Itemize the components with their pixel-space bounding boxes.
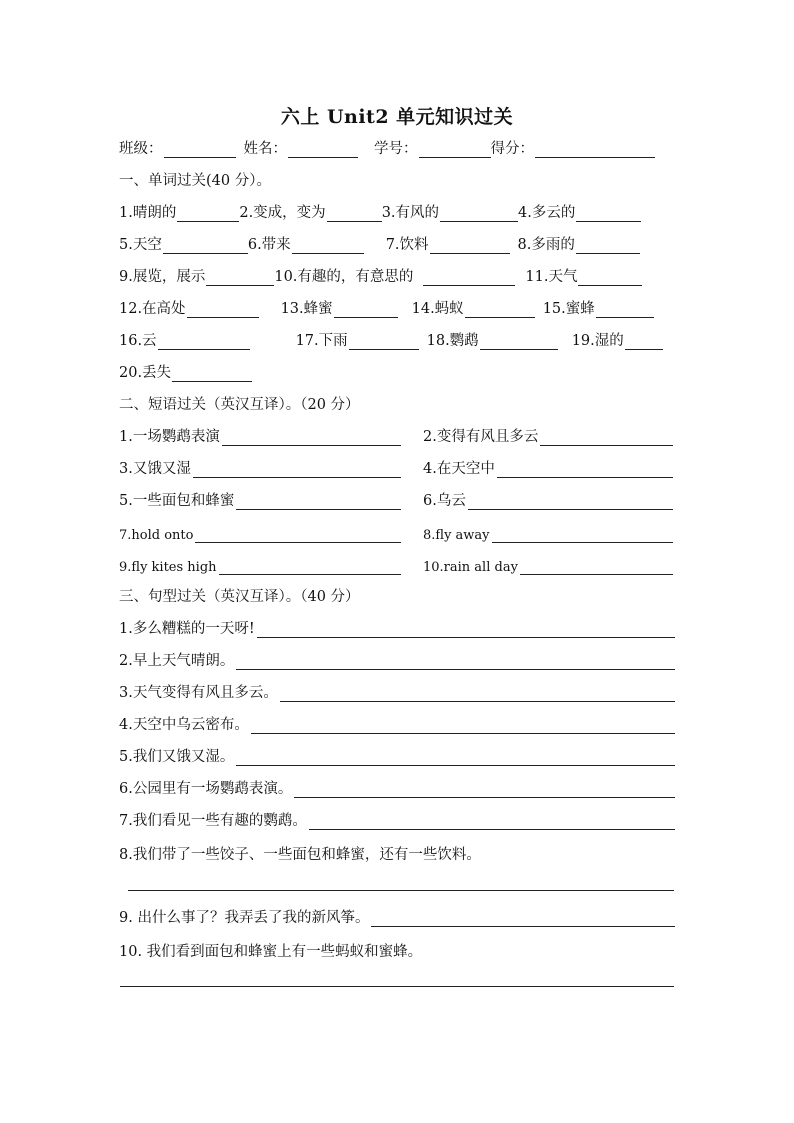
sentence-row: 2.早上天气晴朗。 — [119, 646, 675, 670]
phrase-item: 1.一场鹦鹉表演 — [119, 425, 401, 446]
answer-blank[interactable] — [292, 236, 364, 254]
phrase-item: 5.一些面包和蜂蜜 — [119, 489, 401, 510]
name-field: 姓名： — [244, 137, 359, 158]
vocab-item: 13.蜂蜜 — [281, 297, 398, 318]
answer-blank[interactable] — [236, 652, 675, 670]
vocab-item: 20.丢失 — [119, 361, 252, 382]
number-blank[interactable] — [419, 140, 491, 158]
section3-heading: 三、句型过关（英汉互译）。（40 分） — [119, 589, 360, 605]
answer-blank[interactable] — [430, 236, 510, 254]
sentence-row: 5.我们又饿又湿。 — [119, 742, 675, 766]
sentence-row: 7.我们看见一些有趣的鹦鹉。 — [119, 806, 675, 830]
answer-blank[interactable] — [177, 204, 239, 222]
answer-blank[interactable] — [576, 204, 641, 222]
phrase-row-4 — [119, 519, 675, 543]
sentence-row: 10. 我们看到面包和蜂蜜上有一些蚂蚁和蜜蜂。 — [119, 944, 423, 960]
answer-blank[interactable] — [294, 780, 675, 798]
phrase-row-1 — [119, 422, 675, 446]
answer-blank[interactable] — [172, 364, 252, 382]
student-info-row — [119, 134, 675, 158]
class-blank[interactable] — [164, 140, 236, 158]
answer-blank[interactable] — [280, 684, 675, 702]
answer-blank[interactable] — [327, 204, 382, 222]
vocab-row-1 — [119, 198, 675, 222]
vocab-row-3 — [119, 262, 675, 286]
number-field: 学号： — [374, 137, 491, 158]
answer-blank[interactable] — [193, 460, 401, 478]
answer-blank[interactable] — [578, 268, 642, 286]
answer-blank[interactable] — [596, 300, 654, 318]
answer-blank[interactable] — [576, 236, 640, 254]
phrase-row-3 — [119, 486, 675, 510]
section1-heading: 一、单词过关(40 分）。 — [119, 173, 271, 189]
answer-blank[interactable] — [309, 812, 675, 830]
vocab-item: 1.晴朗的 — [119, 201, 239, 222]
vocab-item: 5.天空 — [119, 233, 248, 254]
phrase-item: 3.又饿又湿 — [119, 457, 401, 478]
answer-line[interactable] — [120, 986, 674, 987]
section2-heading: 二、短语过关（英汉互译）。（20 分） — [119, 397, 360, 413]
phrase-item: 4.在天空中 — [423, 457, 673, 478]
phrase-row-2 — [119, 454, 675, 478]
answer-blank[interactable] — [480, 332, 558, 350]
vocab-item: 18.鹦鹉 — [427, 329, 558, 350]
phrase-row-5 — [119, 551, 675, 575]
vocab-item: 11.天气 — [525, 265, 642, 286]
answer-blank[interactable] — [222, 428, 401, 446]
answer-blank[interactable] — [625, 332, 663, 350]
vocab-item: 10.有趣的，有意思的 — [274, 265, 515, 286]
answer-blank[interactable] — [492, 525, 673, 543]
vocab-item: 17.下雨 — [296, 329, 419, 350]
phrase-item: 10.rain all day — [423, 557, 673, 575]
phrase-item: 7.hold onto — [119, 525, 401, 543]
name-blank[interactable] — [288, 140, 358, 158]
answer-blank[interactable] — [520, 557, 673, 575]
vocab-item: 7.饮料 — [386, 233, 510, 254]
vocab-item: 8.多雨的 — [518, 233, 640, 254]
vocab-item: 14.蚂蚁 — [412, 297, 535, 318]
answer-blank[interactable] — [206, 268, 274, 286]
sentence-row: 9. 出什么事了？我弄丢了我的新风筝。 — [119, 903, 675, 927]
answer-blank[interactable] — [236, 748, 675, 766]
vocab-row-2 — [119, 230, 675, 254]
phrase-item: 2.变得有风且多云 — [423, 425, 673, 446]
answer-blank[interactable] — [257, 620, 675, 638]
phrase-item: 9.fly kites high — [119, 557, 401, 575]
vocab-item: 9.展览，展示 — [119, 265, 274, 286]
vocab-item: 6.带来 — [248, 233, 364, 254]
answer-blank[interactable] — [497, 460, 673, 478]
phrase-item: 6.乌云 — [423, 489, 673, 510]
answer-blank[interactable] — [423, 268, 515, 286]
answer-blank[interactable] — [219, 557, 401, 575]
vocab-item: 15.蜜蜂 — [543, 297, 654, 318]
answer-blank[interactable] — [440, 204, 518, 222]
answer-blank[interactable] — [468, 492, 673, 510]
answer-blank[interactable] — [251, 716, 675, 734]
vocab-item: 2.变成，变为 — [239, 201, 381, 222]
sentence-row: 1.多么糟糕的一天呀! — [119, 614, 675, 638]
answer-blank[interactable] — [334, 300, 398, 318]
sentence-row: 8.我们带了一些饺子、一些面包和蜂蜜，还有一些饮料。 — [119, 847, 481, 863]
vocab-row-4 — [119, 294, 675, 318]
answer-blank[interactable] — [236, 492, 401, 510]
worksheet-title: 六上 Unit2 单元知识过关 — [280, 106, 514, 128]
vocab-item: 12.在高处 — [119, 297, 259, 318]
score-field: 得分： — [491, 137, 656, 158]
answer-line[interactable] — [128, 890, 674, 891]
answer-blank[interactable] — [163, 236, 248, 254]
phrase-item: 8.fly away — [423, 525, 673, 543]
answer-blank[interactable] — [465, 300, 535, 318]
vocab-item: 19.湿的 — [572, 329, 663, 350]
answer-blank[interactable] — [195, 525, 401, 543]
sentence-row: 4.天空中乌云密布。 — [119, 710, 675, 734]
answer-blank[interactable] — [187, 300, 259, 318]
class-field: 班级： — [119, 137, 236, 158]
answer-blank[interactable] — [158, 332, 250, 350]
score-blank[interactable] — [535, 140, 655, 158]
answer-blank[interactable] — [371, 909, 675, 927]
answer-blank[interactable] — [540, 428, 673, 446]
vocab-item: 16.云 — [119, 329, 250, 350]
vocab-item: 3.有风的 — [382, 201, 518, 222]
vocab-item: 4.多云的 — [518, 201, 641, 222]
sentence-row: 6.公园里有一场鹦鹉表演。 — [119, 774, 675, 798]
vocab-row-6 — [119, 358, 675, 382]
sentence-row: 3.天气变得有风且多云。 — [119, 678, 675, 702]
answer-blank[interactable] — [349, 332, 419, 350]
vocab-row-5 — [119, 326, 675, 350]
